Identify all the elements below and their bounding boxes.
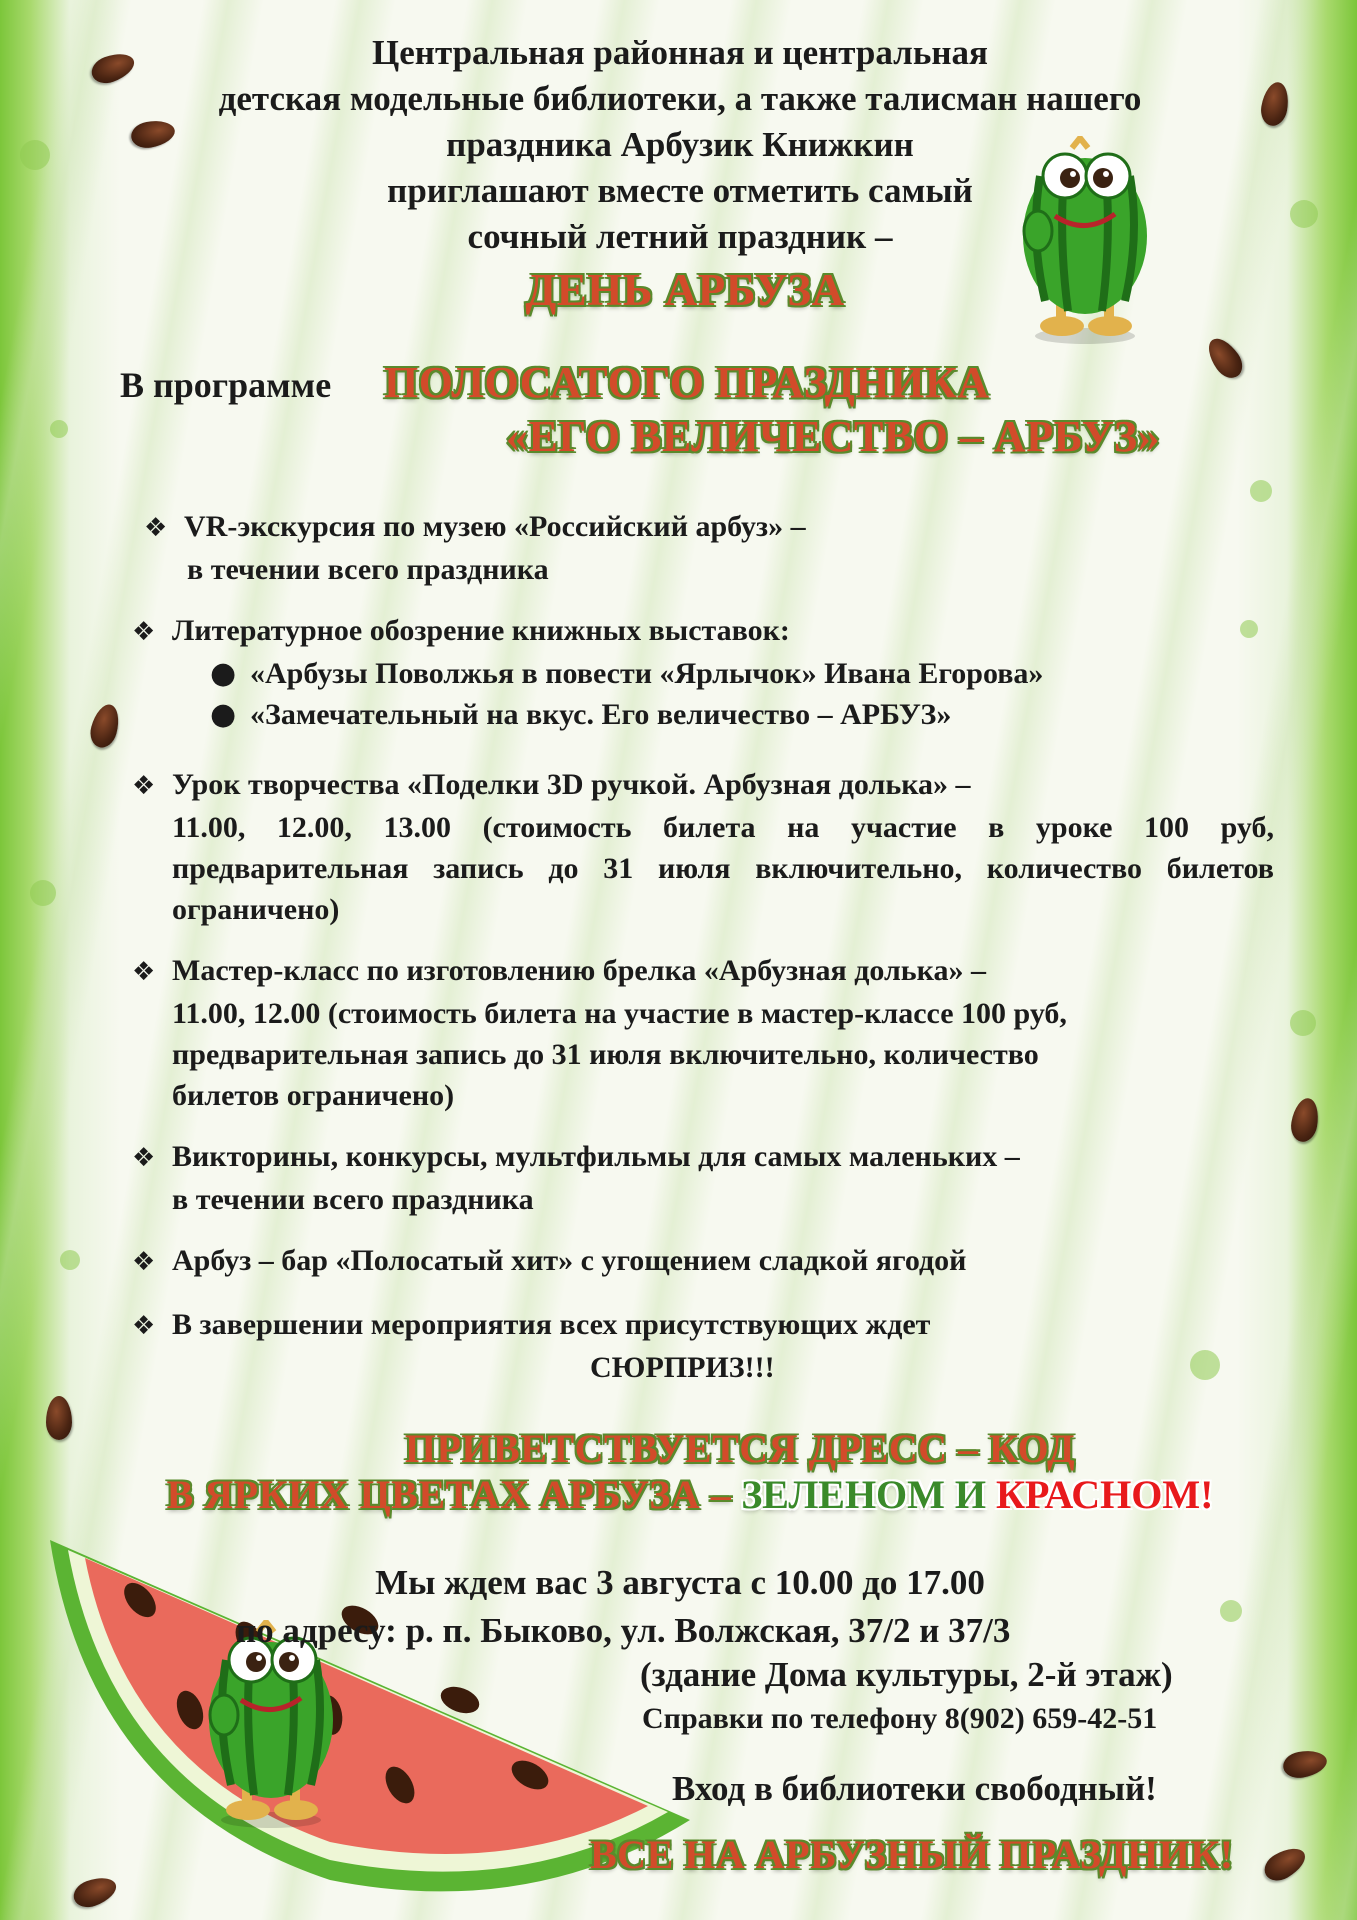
header-line-3: праздника Арбузик Книжкин	[446, 125, 914, 164]
list-item-literary	[132, 610, 1272, 735]
vr-line-2: в течении всего праздника	[187, 553, 549, 586]
round-bullet-icon: ●	[210, 697, 237, 732]
list-item-final	[132, 1304, 1272, 1388]
seed-icon	[87, 701, 124, 750]
header-line-2: детская модельные библиотеки, а также талисман нашего	[218, 79, 1142, 118]
diamond-bullet-icon: ❖	[132, 617, 156, 647]
program-intro: В программе	[120, 365, 332, 405]
invitation-header	[120, 30, 1240, 260]
dresscode-line-1: ПРИВЕТСТВУЕТСЯ ДРЕСС – КОД	[404, 1426, 1076, 1471]
diamond-bullet-icon: ❖	[132, 1247, 156, 1277]
masterclass-line-2: 11.00, 12.00 (стоимость билета на участие в мастер-классе 100 руб,	[172, 997, 1067, 1030]
event-slogan: ВСЕ НА АРБУЗНЫЙ ПРАЗДНИК!	[590, 1832, 1234, 1877]
list-item-quiz	[132, 1136, 1272, 1220]
diamond-bullet-icon: ❖	[132, 1311, 156, 1341]
literary-sub-1: «Арбузы Поволжья в повести «Ярлычок» Ивана Егорова»	[250, 657, 1044, 690]
dresscode-part-1: В ЯРКИХ ЦВЕТАХ АРБУЗА –	[166, 1472, 732, 1517]
seed-icon	[1281, 1747, 1329, 1780]
header-line-5: сочный летний праздник –	[467, 217, 893, 256]
lesson-body: 11.00, 12.00, 13.00 (стоимость билета на участие в уроке 100 руб, предварительная запись до 31 июля включительно, количество билетов ограничено)	[172, 811, 1274, 926]
seed-icon	[1259, 1842, 1310, 1887]
header-line-4: приглашают вместе отметить самый	[387, 171, 973, 210]
dresscode-part-3: КРАСНОМ!	[996, 1472, 1214, 1517]
diamond-bullet-icon: ❖	[144, 513, 168, 543]
day-title: ДЕНЬ АРБУЗА	[525, 265, 845, 315]
program-title-line-2: «ЕГО ВЕЛИЧЕСТВО – АРБУЗ»	[506, 412, 1161, 461]
list-item-lesson	[132, 764, 1274, 930]
final-line-1: В завершении мероприятия всех присутствующих ждет	[172, 1308, 931, 1341]
bar-line-1: Арбуз – бар «Полосатый хит» с угощением сладкой ягодой	[172, 1244, 967, 1277]
masterclass-line-4: билетов ограничено)	[172, 1079, 455, 1112]
diamond-bullet-icon: ❖	[132, 957, 156, 987]
masterclass-line-3: предварительная запись до 31 июля включительно, количество	[172, 1038, 1039, 1071]
literary-sub-2: «Замечательный на вкус. Его величество – АРБУЗ»	[250, 698, 952, 731]
masterclass-line-1: Мастер-класс по изготовлению брелка «Арбузная долька» –	[172, 954, 986, 987]
quiz-line-2: в течении всего праздника	[172, 1183, 534, 1216]
dresscode-part-2: ЗЕЛЕНОМ И	[741, 1472, 987, 1517]
seed-icon	[1258, 80, 1291, 128]
list-item-masterclass	[132, 950, 1272, 1116]
seed-icon	[1288, 1096, 1321, 1144]
program-title-line-1: ПОЛОСАТОГО ПРАЗДНИКА	[384, 358, 990, 407]
event-address: по адресу: р. п. Быково, ул. Волжская, 37/2 и 37/3	[236, 1611, 1011, 1650]
quiz-line-1: Викторины, конкурсы, мультфильмы для самых маленьких –	[172, 1140, 1020, 1173]
event-entry: Вход в библиотеки свободный!	[672, 1769, 1157, 1808]
round-bullet-icon: ●	[210, 656, 237, 691]
lesson-line-1: Урок творчества «Поделки 3D ручкой. Арбузная долька» –	[172, 768, 971, 801]
event-building: (здание Дома культуры, 2-й этаж)	[640, 1655, 1173, 1694]
header-line-1: Центральная районная и центральная	[372, 33, 988, 72]
event-date: Мы ждем вас 3 августа с 10.00 до 17.00	[375, 1563, 985, 1602]
diamond-bullet-icon: ❖	[132, 1143, 156, 1173]
list-item-vr	[144, 506, 1264, 590]
final-line-2: СЮРПРИЗ!!!	[590, 1351, 775, 1384]
list-item-bar	[132, 1240, 1272, 1283]
seed-icon	[46, 1396, 72, 1440]
diamond-bullet-icon: ❖	[132, 771, 156, 801]
vr-line-1: VR-экскурсия по музею «Российский арбуз» –	[184, 510, 806, 543]
literary-title: Литературное обозрение книжных выставок:	[172, 614, 790, 647]
event-phone: Справки по телефону 8(902) 659-42-51	[642, 1702, 1158, 1735]
seed-icon	[1202, 333, 1249, 384]
